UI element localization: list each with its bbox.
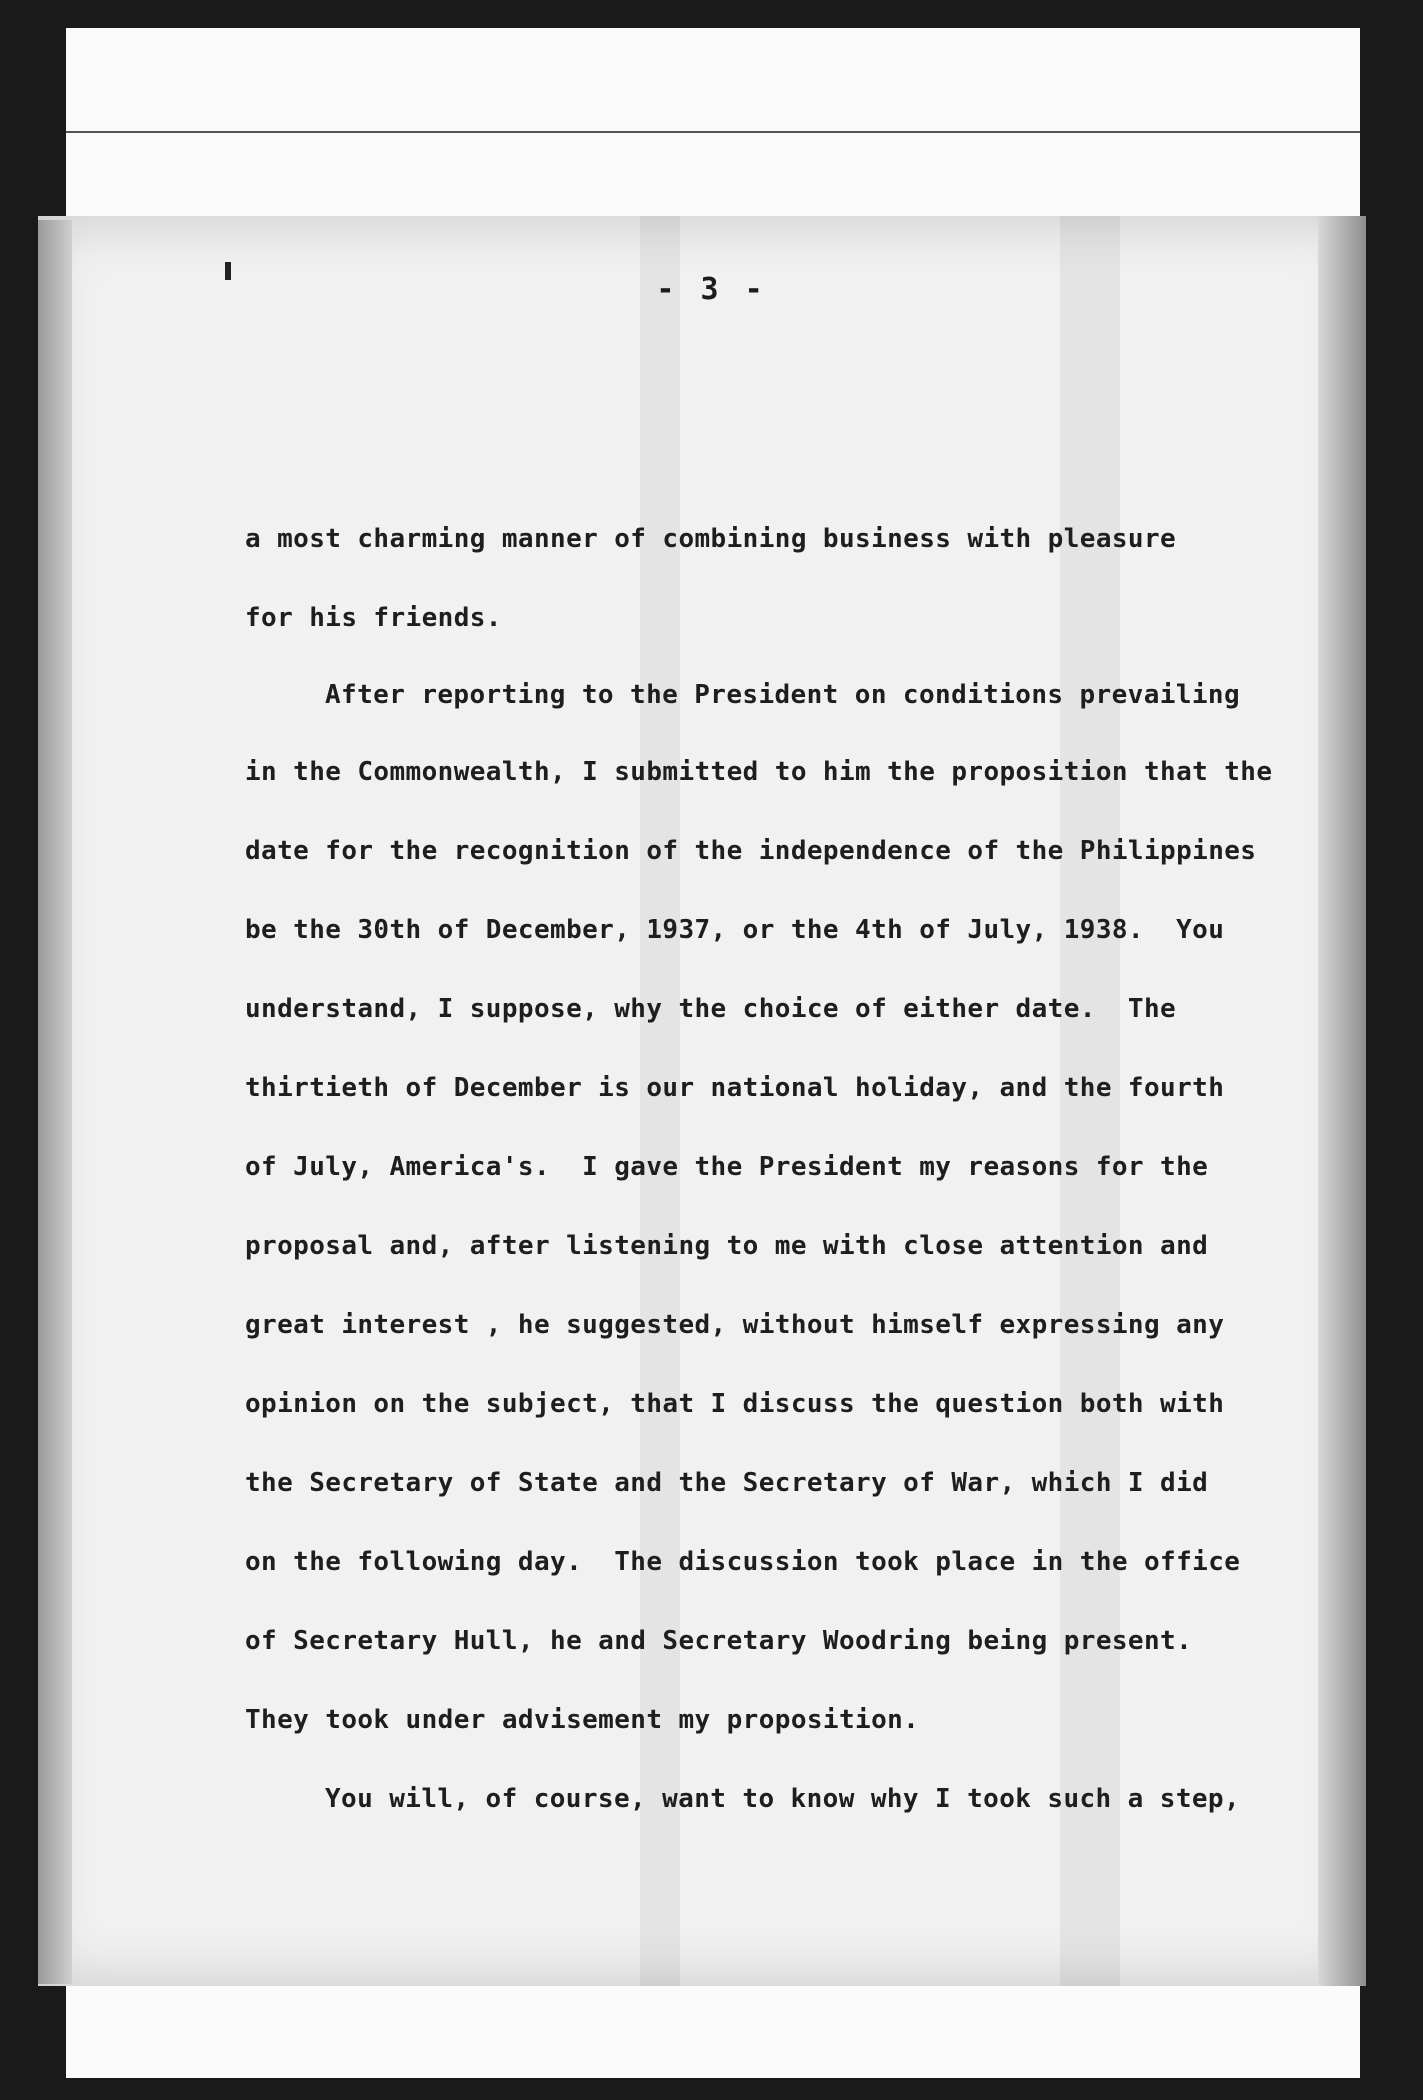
text-line: on the following day. The discussion took place in the office xyxy=(245,1547,1241,1577)
text-line: in the Commonwealth, I submitted to him the proposition that the xyxy=(245,757,1273,787)
letter-body xyxy=(245,500,1285,1839)
text-line: of July, America's. I gave the President my reasons for the xyxy=(245,1152,1209,1182)
text-line: date for the recognition of the independence of the Philippines xyxy=(245,836,1257,866)
text-line: They took under advisement my proposition. xyxy=(245,1705,920,1735)
text-line: thirtieth of December is our national holiday, and the fourth xyxy=(245,1073,1225,1103)
page-bottom-margin xyxy=(66,1986,1360,2078)
text-line: the Secretary of State and the Secretary of War, which I did xyxy=(245,1468,1209,1498)
text-line: great interest , he suggested, without himself expressing any xyxy=(245,1310,1225,1340)
sheet-divider-line xyxy=(66,131,1360,133)
text-line: opinion on the subject, that I discuss the question both with xyxy=(245,1389,1225,1419)
page-left-shadow xyxy=(38,220,72,1984)
text-line: of Secretary Hull, he and Secretary Woodring being present. xyxy=(245,1626,1193,1656)
text-line: After reporting to the President on conditions prevailing xyxy=(325,680,1241,710)
page-number: - 3 - xyxy=(656,272,767,307)
text-line: be the 30th of December, 1937, or the 4th of July, 1938. You xyxy=(245,915,1225,945)
text-line: understand, I suppose, why the choice of either date. The xyxy=(245,994,1177,1024)
text-line: proposal and, after listening to me with close attention and xyxy=(245,1231,1209,1261)
text-line: a most charming manner of combining business with pleasure xyxy=(245,524,1177,554)
page-right-shadow xyxy=(1318,216,1366,1986)
text-line: for his friends. xyxy=(245,603,502,633)
text-line: You will, of course, want to know why I took such a step, xyxy=(325,1784,1241,1814)
